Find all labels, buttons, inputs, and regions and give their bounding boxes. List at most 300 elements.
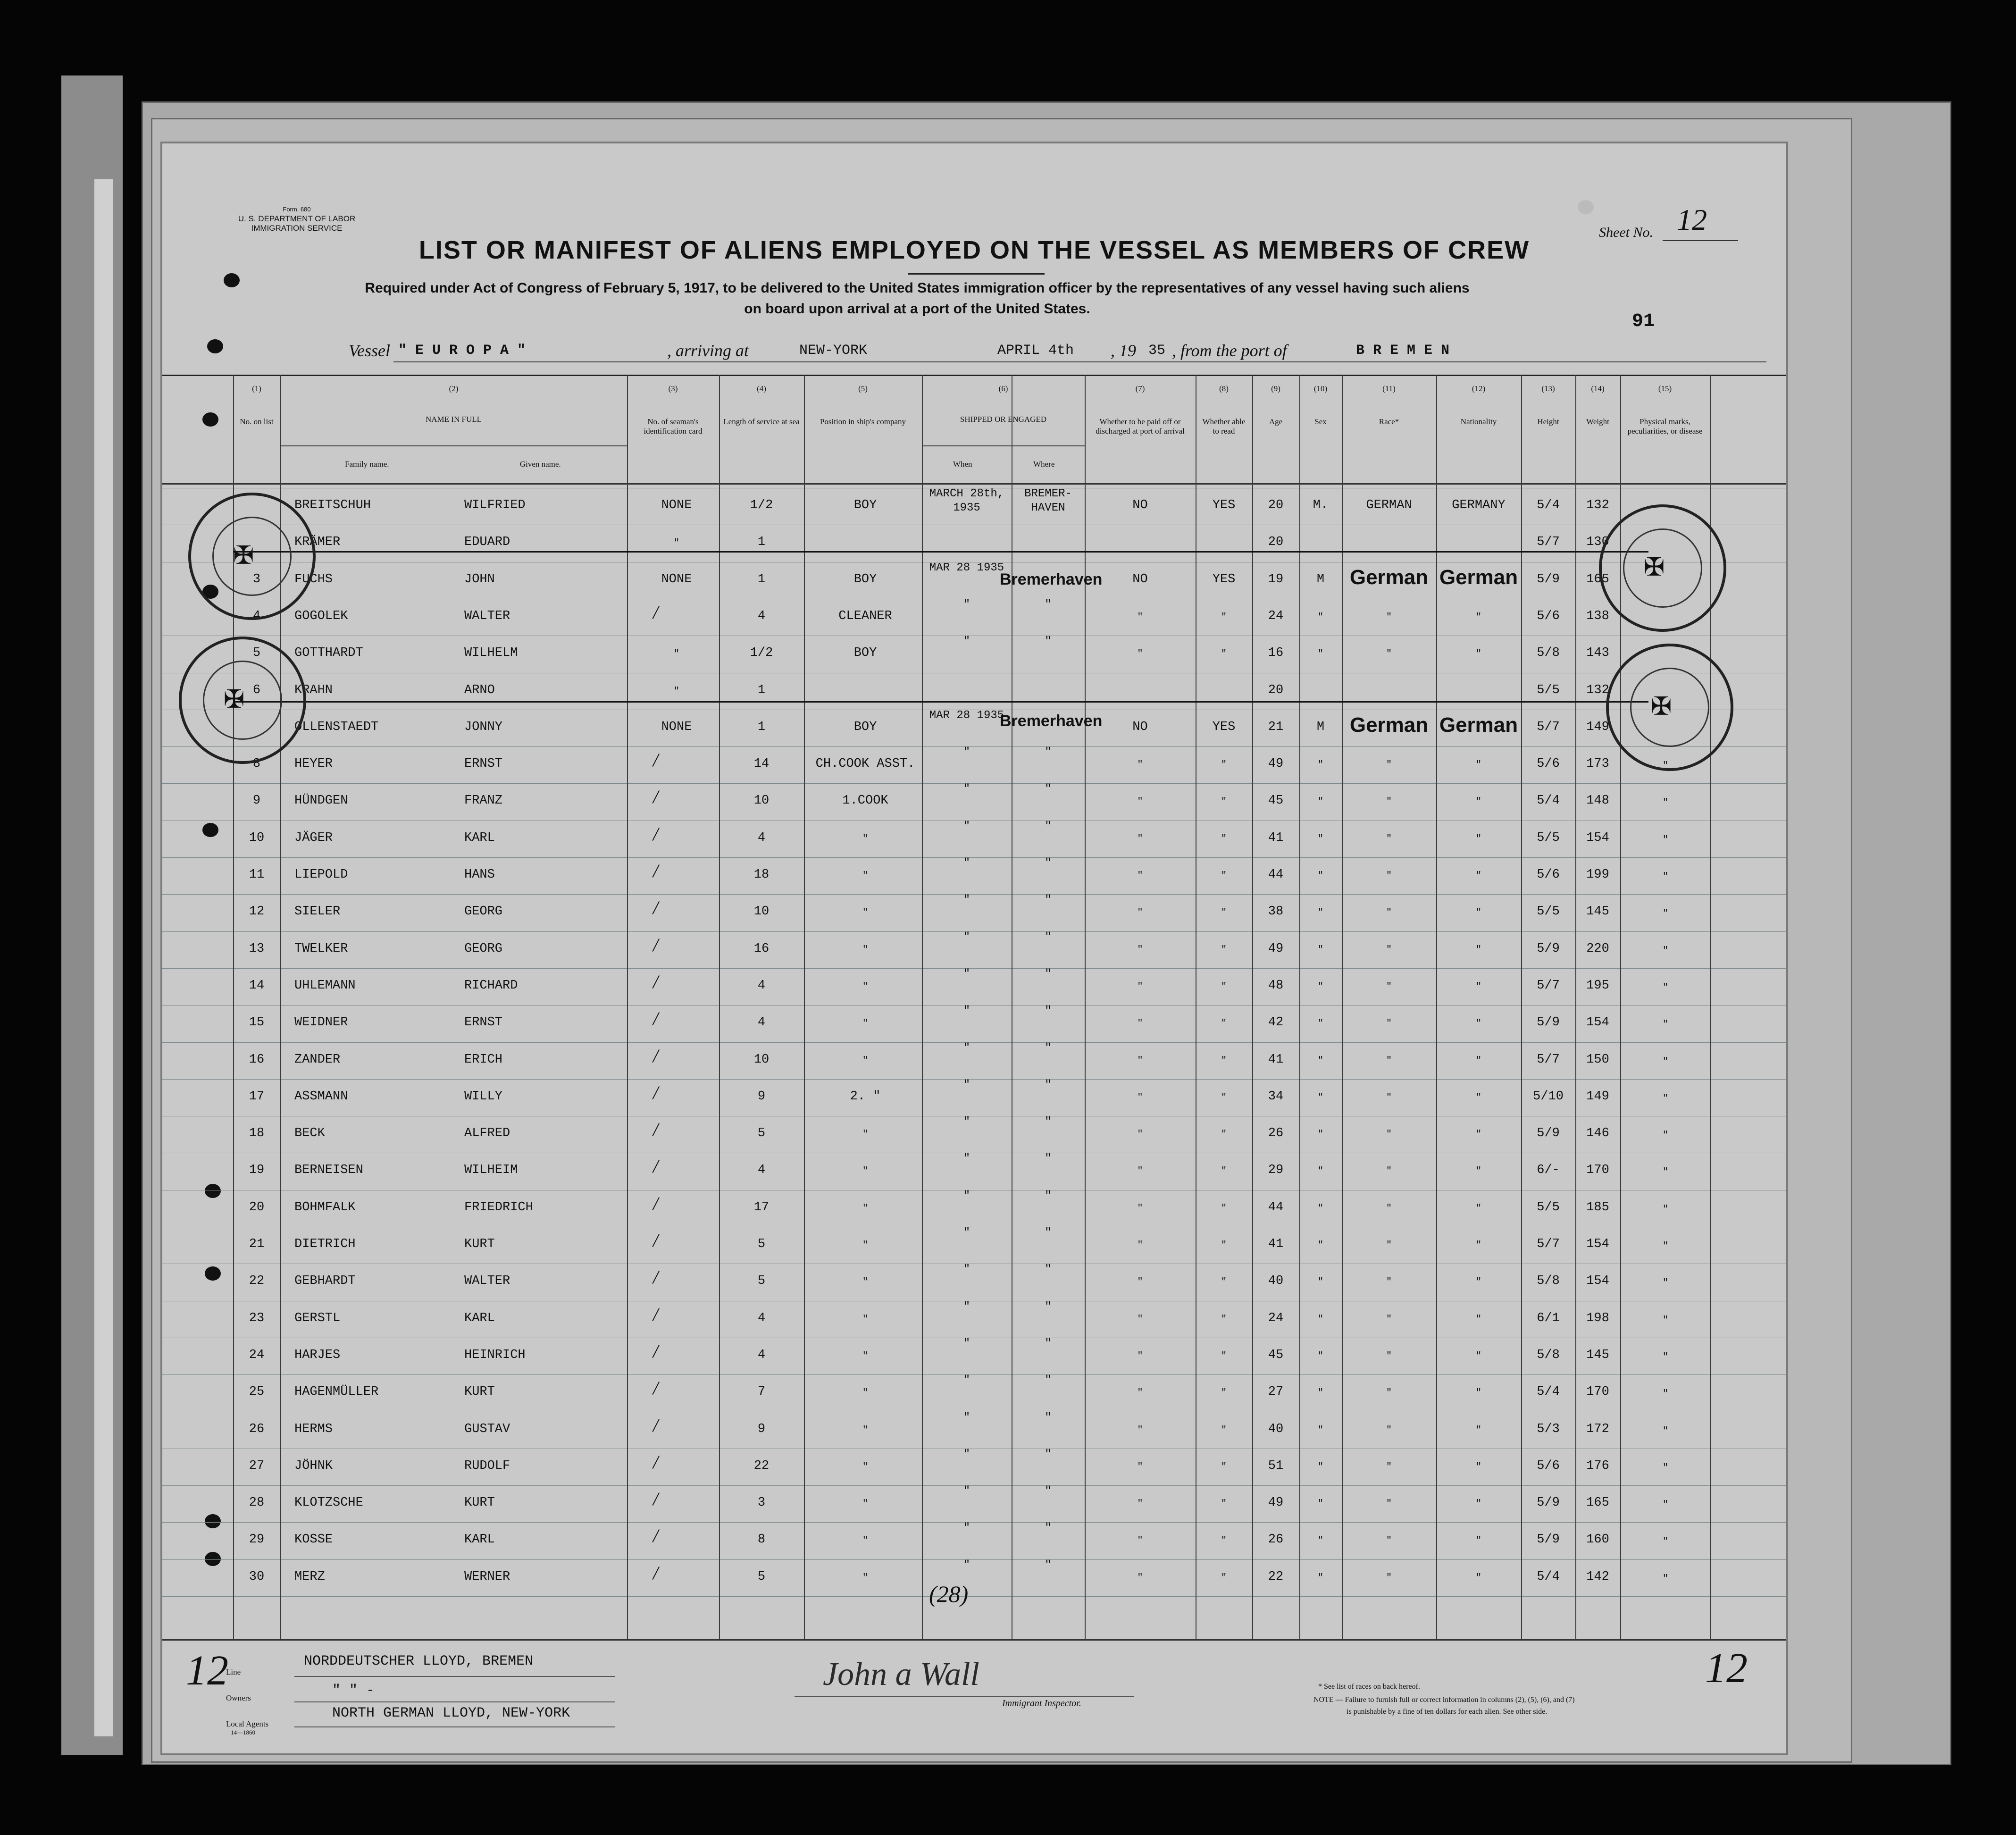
cell-given: ERNST [464,757,503,771]
column-rule [1252,375,1253,1639]
cell-weight: 132 [1586,683,1609,697]
cell-weight: 138 [1586,609,1609,623]
cell-service: 1/2 [750,498,773,512]
cell-where: " [1045,1005,1052,1018]
cell-read: " [1221,1203,1227,1214]
cell-race: German [1349,713,1429,737]
cell-height: 5/9 [1537,1496,1560,1510]
cell-when: " [963,1189,970,1202]
column-header: Position in ship's company [820,417,906,426]
cell-no: 13 [249,941,265,956]
eagle-icon: ✠ [1651,688,1672,725]
cell-service: 8 [757,1533,766,1547]
cell-read: " [1221,1572,1227,1584]
cell-height: 5/9 [1537,941,1560,956]
column-header: Length of service at sea [723,417,800,426]
cell-family: LIEPOLD [294,868,348,882]
check-mark: / [653,1081,659,1103]
cell-height: 5/4 [1537,794,1560,808]
cell-paid: " [1137,649,1143,660]
ditto-mark: " [1663,1278,1669,1289]
cell-weight: 172 [1586,1422,1609,1436]
cell-weight: 220 [1586,941,1609,956]
cell-race: " [1386,612,1392,623]
cell-height: 5/7 [1537,1237,1560,1251]
cell-read: YES [1212,720,1236,734]
cell-when: " [963,598,970,611]
cell-sex: M [1316,720,1325,734]
cell-given: RUDOLF [464,1458,510,1473]
cell-given: WILLY [464,1089,503,1104]
column-rule [1299,375,1300,1639]
cell-sex: " [1317,1092,1323,1103]
cell-age: 34 [1268,1089,1284,1104]
cell-weight: 154 [1586,1237,1609,1251]
cell-sex: " [1317,833,1323,845]
cell-paid: NO [1132,572,1148,587]
cell-race: " [1386,1424,1392,1436]
cell-when: MAR 28 1935 [929,709,1004,722]
cell-paid: NO [1132,720,1148,734]
cell-service: 16 [753,941,770,956]
cell-sex: " [1317,1572,1323,1584]
cell-height: 5/9 [1537,1126,1560,1141]
column-rule [804,375,805,1639]
row-rule [162,1596,1786,1597]
cell-sex: " [1317,760,1323,771]
check-mark: / [653,1562,659,1584]
cell-weight: 146 [1586,1126,1609,1141]
cell-service: 14 [753,757,770,771]
cell-height: 6/1 [1537,1311,1560,1325]
cell-age: 41 [1268,1052,1284,1067]
ditto-mark: " [1663,1351,1669,1363]
cell-weight: 149 [1586,1089,1609,1104]
cell-when: " [963,1337,970,1350]
cell-family: DIETRICH [294,1237,356,1251]
cell-family: HARJES [294,1348,341,1362]
cell-read: YES [1212,498,1236,512]
check-mark: / [653,601,659,623]
year-prefix: , 19 [1111,341,1136,360]
cell-sex: " [1317,1166,1323,1177]
ditto-mark: " [1663,1056,1669,1067]
cell-nation: " [1475,1055,1481,1066]
cell-given: WALTER [464,609,510,623]
cell-paid: " [1137,1277,1143,1288]
column-header: No. on list [240,417,274,426]
ditto-mark: " [1663,1019,1669,1031]
cell-no: 25 [249,1385,265,1399]
cell-nation: " [1475,649,1481,660]
cell-where: " [1045,1078,1052,1091]
owners-value: " " - [332,1683,375,1699]
cell-read: " [1221,1240,1227,1251]
cell-given: WALTER [464,1274,510,1289]
cell-nation: " [1475,1314,1481,1325]
cell-where: " [1045,967,1052,980]
cell-no: 6 [252,683,261,697]
eagle-icon: ✠ [234,537,254,574]
cell-weight: 170 [1586,1385,1609,1399]
cell-when: " [963,1558,970,1572]
cell-paid: " [1137,1388,1143,1399]
cell-weight: 130 [1586,535,1609,550]
cell-sex: " [1317,1129,1323,1140]
cell-race: " [1386,1240,1392,1251]
check-mark: / [653,1045,659,1066]
cell-nation: " [1475,796,1481,808]
cell-weight: 154 [1586,1015,1609,1030]
cell-family: JÄGER [294,830,333,845]
cell-where: " [1045,894,1052,907]
cell-nation: " [1475,1129,1481,1140]
cell-no: 17 [249,1089,265,1104]
cell-position: " [862,1018,868,1030]
cell-given: HEINRICH [464,1348,526,1362]
cell-service: 1 [757,535,766,550]
column-number: (11) [1382,384,1396,393]
cell-where: " [1045,1485,1052,1498]
cell-paid: " [1137,1092,1143,1103]
cell-service: 5 [757,1274,766,1289]
cell-race: German [1349,565,1429,589]
column-number: (2) [449,384,459,393]
ditto-mark: " [1663,1500,1669,1511]
cell-service: 4 [757,1348,766,1362]
cell-position: " [862,1203,868,1214]
cell-given: GUSTAV [464,1422,510,1436]
cell-sex: " [1317,1203,1323,1214]
cell-race: " [1386,1277,1392,1288]
cell-height: 5/6 [1537,757,1560,771]
cell-no: 29 [249,1533,265,1547]
cell-nation: " [1475,907,1481,919]
cell-sex: " [1317,1461,1323,1473]
cell-height: 5/4 [1537,498,1560,512]
cell-service: 18 [753,868,770,882]
column-number: (15) [1658,384,1672,393]
cell-race: " [1386,944,1392,955]
cell-nation: " [1475,944,1481,955]
line-rule [294,1676,615,1677]
ditto-mark: " [1663,1425,1669,1437]
cell-read: " [1221,1535,1227,1547]
cell-race: " [1386,833,1392,845]
cell-family: GOTTHARDT [294,646,363,661]
cell-read: " [1221,1314,1227,1325]
check-mark: / [653,1303,659,1325]
cell-family: KOSSE [294,1533,333,1547]
cell-service: 4 [757,609,766,623]
punch-hole [207,339,223,353]
cell-sex: " [1317,1055,1323,1066]
cell-race: " [1386,1018,1392,1030]
cell-paid: " [1137,981,1143,992]
consulate-seal [188,493,316,620]
cell-nation: " [1475,1166,1481,1177]
cell-given: ALFRED [464,1126,510,1141]
cell-sex: " [1317,944,1323,955]
cell-given: WILFRIED [464,498,526,512]
cell-where: " [1045,820,1052,833]
cell-weight: 199 [1586,868,1609,882]
agents-value: NORTH GERMAN LLOYD, NEW-YORK [332,1705,570,1721]
cell-age: 19 [1268,572,1284,587]
cell-weight: 143 [1586,646,1609,661]
cell-no: 10 [249,830,265,845]
cell-paid: " [1137,1018,1143,1030]
cell-service: 4 [757,830,766,845]
column-number: (8) [1219,384,1229,393]
cell-card: " [673,649,679,660]
cell-service: 1 [757,683,766,697]
cell-race: " [1386,760,1392,771]
cell-position: " [862,1277,868,1288]
cell-no: 21 [249,1237,265,1251]
cell-family: SIELER [294,905,341,919]
cell-given: RICHARD [464,978,518,993]
cell-paid: " [1137,1203,1143,1214]
cell-when: " [963,1005,970,1018]
cell-no: 26 [249,1422,265,1436]
column-header: NAME IN FULL [426,415,482,424]
arriving-label: , arriving at [667,341,749,360]
cell-nation: GERMANY [1452,498,1506,512]
cell-position: " [862,1350,868,1362]
cell-given: GEORG [464,905,503,919]
cell-service: 7 [757,1385,766,1399]
cell-paid: " [1137,760,1143,771]
column-number: (3) [668,384,678,393]
cell-when: " [963,857,970,870]
cell-weight: 132 [1586,498,1609,512]
cell-weight: 154 [1586,1274,1609,1289]
cell-where: " [1045,1448,1052,1461]
strike-row-6 [233,701,1648,703]
cell-service: 4 [757,978,766,993]
cell-weight: 185 [1586,1200,1609,1215]
cell-when: " [963,1041,970,1055]
cell-weight: 150 [1586,1052,1609,1067]
check-mark: / [653,1488,659,1510]
cell-race: " [1386,1203,1392,1214]
cell-no: 14 [249,978,265,993]
cell-age: 16 [1268,646,1284,661]
cell-position: " [862,1572,868,1584]
check-mark: / [653,1377,659,1399]
cell-read: " [1221,871,1227,881]
cell-where: " [1045,1152,1052,1165]
cell-when: " [963,1263,970,1276]
cell-where: " [1045,598,1052,611]
cell-position: " [862,907,868,919]
cell-no: 9 [252,794,261,808]
cell-given: GEORG [464,941,503,956]
cell-weight: 142 [1586,1569,1609,1584]
cell-service: 4 [757,1015,766,1030]
cell-service: 9 [757,1089,766,1104]
eagle-icon: ✠ [1644,549,1665,586]
cell-nation: " [1475,1572,1481,1584]
column-number: (9) [1271,384,1280,393]
cell-sex: " [1317,1424,1323,1436]
cell-when: " [963,820,970,833]
cell-where: " [1045,1337,1052,1350]
cell-given: HANS [464,868,495,882]
cell-family: HAGENMÜLLER [294,1385,379,1399]
form-code: 14—1860 [231,1729,255,1736]
cell-age: 51 [1268,1458,1284,1473]
check-mark: / [653,897,659,919]
cell-sex: " [1317,981,1323,992]
cell-service: 1 [757,572,766,587]
cell-card: " [673,538,679,549]
cell-race: " [1386,1572,1392,1584]
cell-read: " [1221,1277,1227,1288]
ditto-mark: " [1663,871,1669,882]
agents-rule [294,1726,615,1727]
cell-height: 5/6 [1537,609,1560,623]
cell-sex: " [1317,1350,1323,1362]
cell-where: " [1045,1522,1052,1535]
inspector-signature: John a Wall [823,1656,979,1693]
ditto-mark: " [1663,1462,1669,1474]
check-mark: / [653,1192,659,1214]
cell-height: 5/10 [1533,1089,1564,1104]
cell-when: " [963,1411,970,1424]
column-subheader: Family name. [345,460,389,469]
bremerhaven-stamp: Bremerhaven [1000,570,1103,588]
cell-position: " [862,1388,868,1399]
column-number: (14) [1591,384,1605,393]
cell-when: " [963,930,970,944]
cell-card: NONE [661,572,692,587]
cell-position: 2. " [850,1089,881,1104]
cell-height: 5/5 [1537,683,1560,697]
column-header: Weight [1586,417,1609,426]
cell-age: 44 [1268,868,1284,882]
cell-nation: " [1475,981,1481,992]
arrival-year: 35 [1148,343,1166,359]
cell-weight: 160 [1586,1533,1609,1547]
check-mark: / [653,823,659,845]
ditto-mark: " [1663,908,1669,920]
punch-hole [224,273,240,287]
cell-age: 45 [1268,1348,1284,1362]
cell-family: GEBHARDT [294,1274,356,1289]
cell-age: 42 [1268,1015,1284,1030]
check-mark: / [653,1451,659,1473]
cell-given: EDUARD [464,535,510,550]
page-title: LIST OR MANIFEST OF ALIENS EMPLOYED ON THE VESSEL AS MEMBERS OF CREW [418,236,1530,264]
column-rule [719,375,720,1639]
cell-paid: " [1137,1314,1143,1325]
cell-family: JÖHNK [294,1458,333,1473]
title-rule [908,273,1045,275]
cell-family: OLLENSTAEDT [294,720,379,734]
cell-paid: " [1137,1499,1143,1510]
column-header: Nationality [1460,417,1497,426]
cell-read: " [1221,796,1227,808]
agents-label: Local Agents [226,1719,269,1728]
cell-paid: " [1137,1055,1143,1066]
cell-sex: " [1317,796,1323,808]
cell-race: " [1386,1350,1392,1362]
column-rule [627,375,628,1639]
cell-service: 10 [753,905,770,919]
cell-weight: 154 [1586,830,1609,845]
cell-position: " [862,871,868,881]
cell-nation: " [1475,1092,1481,1103]
cell-no: 20 [249,1200,265,1215]
cell-nation: " [1475,612,1481,623]
cell-paid: " [1137,1461,1143,1473]
cell-paid: " [1137,796,1143,808]
cell-weight: 165 [1586,1496,1609,1510]
column-number: (6) [998,384,1008,393]
cell-sex: " [1317,1314,1323,1325]
cell-read: " [1221,1350,1227,1362]
cell-family: BOHMFALK [294,1200,356,1215]
cell-family: FUCHS [294,572,333,587]
subtitle [351,278,1483,319]
cell-read: " [1221,944,1227,955]
cell-position: CH.COOK ASST. [815,757,915,771]
cell-family: GOGOLEK [294,609,348,623]
cell-given: KARL [464,830,495,845]
check-mark: / [653,1525,659,1547]
bremerhaven-stamp: Bremerhaven [1000,712,1103,730]
cell-weight: 165 [1586,572,1609,587]
check-mark: / [653,860,659,881]
check-mark: / [653,749,659,771]
ditto-mark: " [1663,834,1669,846]
hand-number-right: 12 [1705,1645,1748,1692]
film-edge-left-inner [94,179,113,1736]
cell-service: 1/2 [750,646,773,661]
cell-where: BREMER- HAVEN [1024,487,1072,514]
cell-family: TWELKER [294,941,348,956]
cell-nation: German [1439,565,1518,589]
header-subrule [280,445,627,446]
column-rule [1085,375,1086,1639]
cell-read: " [1221,1092,1227,1103]
cell-read: " [1221,1461,1227,1473]
check-mark: / [653,1340,659,1362]
ditto-mark: " [1663,1130,1669,1141]
cell-nation: " [1475,1499,1481,1510]
cell-age: 49 [1268,757,1284,771]
cell-given: WILHEIM [464,1163,518,1178]
cell-service: 22 [753,1458,770,1473]
cell-no: 24 [249,1348,265,1362]
cell-no: 5 [252,646,261,661]
cell-age: 29 [1268,1163,1284,1178]
column-rule [1521,375,1522,1639]
cell-position: BOY [853,720,877,734]
cell-read: " [1221,833,1227,845]
cell-race: " [1386,1314,1392,1325]
cell-when: " [963,1374,970,1387]
cell-given: WILHELM [464,646,518,661]
cell-sex: " [1317,907,1323,919]
cell-height: 6/- [1537,1163,1560,1178]
vessel-label: Vessel [349,341,390,360]
cell-where: " [1045,1115,1052,1129]
cell-where: " [1045,746,1052,759]
cell-no: 4 [252,609,261,623]
